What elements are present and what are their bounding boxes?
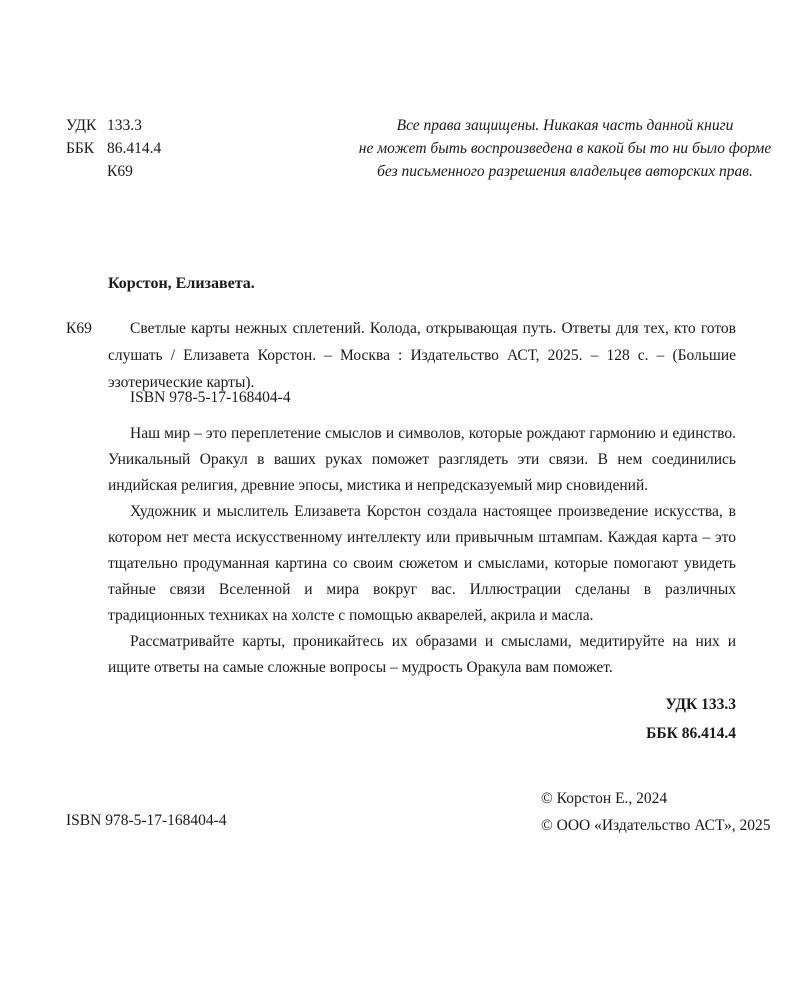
bottom-classification [646,690,736,748]
bibliographic-record [66,315,736,396]
author-mark-value: К69 [107,163,133,180]
classification-codes [66,114,161,183]
bottom-bbk: ББК 86.414.4 [646,725,736,742]
bottom-udk: УДК 133.3 [665,696,736,713]
annotation [108,421,736,681]
bbk-row [66,137,161,160]
annotation-paragraph-2: Художник и мыслитель Елизавета Корстон создала настоящее произведение искусства, в котором нет места искусственному интеллекту или привычным штампам. Каждая карта – это тщательно продуманная картина со своим сюжетом и смыслами, которые помогают увидеть тайные связи Вселенной и мира вокруг вас. Иллюстрации сделаны в различных традиционных техниках на холсте с помощью акварелей, акрила и масла. [108,503,736,624]
copyright-block [541,785,771,839]
copyright-publisher: © ООО «Издательство АСТ», 2025 [541,817,771,834]
author-heading: Корстон, Елизавета. [108,275,255,292]
isbn-bottom: ISBN 978-5-17-168404-4 [66,812,227,829]
rights-line-3: без письменного разрешения владельцев авторских прав. [377,163,753,180]
udk-row [66,114,161,137]
rights-line-2: не может быть воспроизведена в какой бы то ни было форме [358,140,772,157]
rights-notice [330,114,800,183]
rights-line-1: Все права защищены. Никакая часть данной книги [396,117,734,134]
bib-description: Светлые карты нежных сплетений. Колода, открывающая путь. Ответы для тех, кто готов слушать / Елизавета Корстон. – Москва : Издательство АСТ, 2025. – 128 с. – (Большие эзотерические карты). [108,320,736,391]
annotation-paragraph-3: Рассматривайте карты, проникайтесь их образами и смыслами, медитируйте на них и ищите ответы на самые сложные вопросы – мудрость Оракула вам поможет. [108,633,736,676]
bib-author-mark: К69 [66,320,92,337]
copyright-author: © Корстон Е., 2024 [541,790,668,807]
bbk-label: ББК [66,140,95,157]
author-mark-label [66,160,107,183]
annotation-paragraph-1: Наш мир – это переплетение смыслов и символов, которые рождают гармонию и единство. Уникальный Оракул в ваших руках поможет разглядеть эти связи. В нем соединились индийская религия, древние эпосы, мистика и непредсказуемый мир сновидений. [108,425,736,494]
author-mark-row [66,160,161,183]
udk-label: УДК [66,117,97,134]
udk-value: 133.3 [107,117,142,134]
bbk-value: 86.414.4 [107,140,162,157]
isbn: ISBN 978-5-17-168404-4 [130,389,291,406]
